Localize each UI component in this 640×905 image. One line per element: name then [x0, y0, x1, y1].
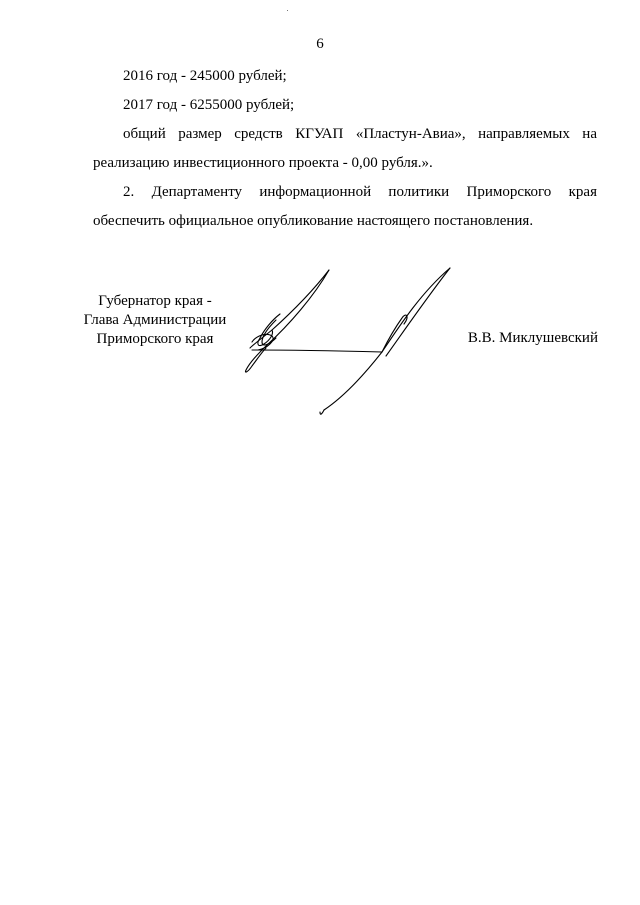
signatory-title: [70, 292, 240, 349]
funds-word: размер: [178, 126, 222, 142]
item-2-line-1: [93, 178, 597, 207]
item-2-word: Приморского: [466, 184, 552, 200]
funds-word: направляемых: [478, 126, 570, 142]
signer-name: В.В. Миклушевский: [467, 330, 598, 346]
funds-word: КГУАП: [295, 126, 344, 142]
item-2-word: 2.: [123, 184, 135, 200]
funds-line-1: [93, 120, 597, 149]
item-2-line-2: обеспечить официальное опубликование настоящего постановления.: [93, 213, 534, 229]
year-2016-line: 2016 год - 245000 рублей;: [123, 68, 287, 84]
handwritten-signature: [232, 262, 472, 417]
signatory-title-line-3: Приморского края: [96, 331, 214, 347]
page-number: 6: [316, 36, 324, 52]
item-2-word: политики: [388, 184, 450, 200]
signatory-title-line-2: Глава Администрации: [83, 312, 227, 328]
funds-word: на: [582, 126, 597, 142]
funds-line-2: реализацию инвестиционного проекта - 0,00 рубля.».: [93, 155, 433, 171]
funds-word: общий: [123, 126, 166, 142]
year-2017-line: 2017 год - 6255000 рублей;: [123, 97, 295, 113]
funds-word: средств: [234, 126, 283, 142]
document-body: [93, 62, 597, 236]
item-2-word: Департаменту: [151, 184, 243, 200]
scan-speck: [287, 10, 288, 11]
item-2-word: края: [568, 184, 597, 200]
item-2-word: информационной: [259, 184, 372, 200]
signatory-title-line-1: Губернатор края -: [98, 293, 212, 309]
funds-word: «Пластун-Авиа»,: [355, 126, 466, 142]
